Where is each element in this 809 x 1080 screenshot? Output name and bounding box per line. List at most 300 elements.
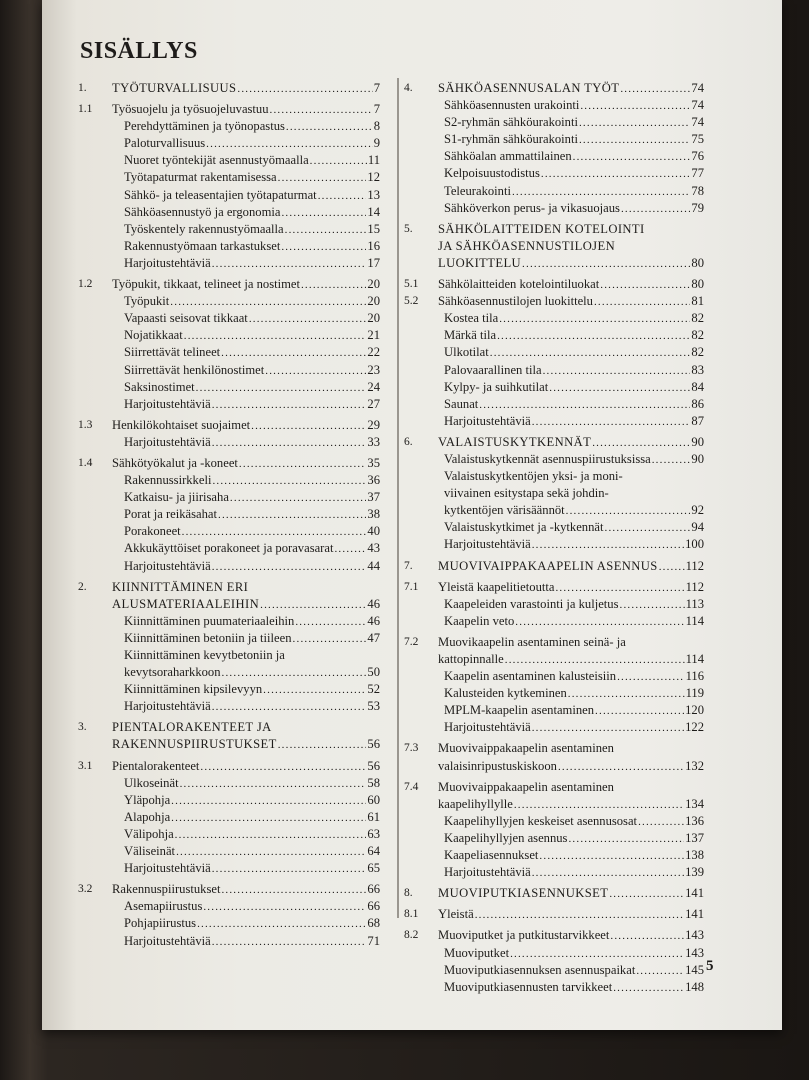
entry-line [124,915,380,932]
entry-page-number: 46 [367,596,380,611]
dot-leader [318,188,367,205]
toc-entry [404,945,704,962]
toc-entry [404,344,704,361]
toc-entry [78,379,380,396]
entry-page-number: 74 [691,81,704,95]
toc-entry [404,200,704,217]
entry-line [438,80,704,97]
toc-entry [404,221,704,238]
toc-entry [78,898,380,915]
entry-title: S1-ryhmän sähköurakointi [444,132,578,147]
entry-title: valaisinripustuskiskoon [438,758,557,773]
entry-title: Harjoitustehtäviä [124,434,211,449]
toc-entry-list [78,80,380,950]
entry-page-number: 56 [367,758,380,773]
toc-entry [78,344,380,361]
entry-page-number: 47 [367,630,380,645]
entry-title: Kaapeliasennukset [444,848,539,863]
entry-title: kattopinnalle [438,652,504,666]
entry-page-number: 61 [367,809,380,824]
dot-leader [176,844,366,861]
dot-leader [310,153,367,170]
toc-entry [404,131,704,148]
dot-leader [568,831,684,848]
entry-line [124,792,380,809]
dot-leader [270,102,373,119]
entry-title: Työtapaturmat rakentamisessa [124,170,277,185]
entry-page-number: 82 [691,328,704,343]
entry-line [438,221,704,238]
entry-line [112,736,380,753]
dot-leader [505,652,685,669]
entry-page-number: 29 [367,417,380,432]
entry-title: JA SÄHKÖASENNUSTILOJEN [438,238,616,253]
dot-leader [510,946,684,963]
entry-line [444,183,704,200]
entry-title: Yleistä [438,907,474,922]
entry-page-number: 136 [685,813,704,828]
entry-line [124,221,380,238]
entry-title: Perehdyttäminen ja työnopastus [124,119,285,134]
dot-leader [281,205,366,222]
entry-title: Saksinostimet [124,379,195,394]
toc-entry [78,169,380,186]
section-number: 1.3 [78,418,93,431]
dot-leader [515,614,684,631]
entry-title: Harjoitustehtäviä [124,255,211,270]
entry-title: PIENTALORAKENTEET JA [112,720,272,735]
dot-leader [212,473,366,490]
toc-entry [78,135,380,152]
dot-leader [212,397,367,414]
entry-page-number: 9 [373,136,380,151]
entry-line [444,379,704,396]
entry-title: Välipohja [124,826,174,841]
entry-line [444,979,704,996]
dot-leader [221,345,366,362]
entry-line [444,685,704,702]
dot-leader [182,524,367,541]
entry-line [438,634,704,651]
entry-line [124,204,380,221]
toc-entry [404,885,704,902]
entry-page-number: 80 [691,255,704,270]
section-number: 3. [78,721,87,734]
dot-leader [497,328,690,345]
toc-entry [78,698,380,715]
entry-page-number: 114 [685,613,704,628]
section-number: 7.1 [404,580,419,593]
entry-line [444,200,704,217]
toc-entry [404,379,704,396]
toc-left-column [78,80,380,950]
entry-page-number: 22 [367,345,380,360]
dot-leader [555,580,684,597]
toc-entry [404,502,704,519]
toc-entry [404,740,704,757]
entry-line [444,596,704,613]
entry-line [124,118,380,135]
dot-leader [260,597,366,614]
entry-title: Sähköalan ammattilainen [444,149,572,164]
toc-entry [404,719,704,736]
entry-line [124,613,380,630]
entry-line [438,927,704,944]
toc-entry [404,183,704,200]
entry-page-number: 35 [367,455,380,470]
dot-leader [285,222,367,239]
entry-page-number: 80 [691,277,704,292]
entry-title: Muoviputket ja putkitustarvikkeet [438,928,610,943]
dot-leader [532,865,684,882]
entry-line [124,809,380,826]
entry-page-number: 120 [685,703,704,718]
entry-title: Porat ja reikäsahat [124,507,218,522]
section-number: 8.2 [404,929,419,942]
entry-title: Harjoitustehtäviä [444,413,531,428]
entry-line [112,719,380,736]
toc-entry [404,962,704,979]
entry-line [438,796,704,813]
entry-line [112,596,380,613]
entry-title: Sähköasennustyö ja ergonomia [124,204,281,219]
toc-entry [404,758,704,775]
entry-title: Muovikaapelin asentaminen seinä- ja [438,634,626,649]
entry-line [444,536,704,553]
entry-title: Sähkö- ja teleasentajien työtapaturmat [124,187,317,202]
toc-entry [78,506,380,523]
toc-entry [78,238,380,255]
entry-title: MPLM-kaapelin asentaminen [444,703,595,718]
entry-page-number: 83 [691,362,704,377]
dot-leader [175,827,367,844]
entry-line [124,362,380,379]
dot-leader [558,759,684,776]
entry-line [124,933,380,950]
entry-line [124,434,380,451]
entry-title: kaapelihyllylle [438,796,513,811]
entry-title: Katkaisu- ja jiirisaha [124,490,229,505]
toc-entry [78,843,380,860]
section-number: 4. [404,82,413,94]
dot-leader [475,907,684,924]
entry-page-number: 82 [691,311,704,326]
toc-entry [78,276,380,293]
toc-entry [78,630,380,647]
entry-page-number: 15 [367,221,380,236]
entry-page-number: 138 [685,848,704,863]
dot-leader [573,149,691,166]
entry-title: Työpukit [124,294,170,309]
entry-line [444,148,704,165]
dot-leader [203,899,366,916]
entry-title: Ulkotilat [444,345,489,360]
dot-leader [334,541,366,558]
toc-entry [404,97,704,114]
entry-page-number: 74 [691,98,704,113]
entry-title: MUOVIVAIPPAKAAPELIN ASENNUS [438,558,658,573]
entry-title: Muoviputkiasennusten tarvikkeet [444,979,613,994]
entry-line [124,379,380,396]
entry-title: SÄHKÖLAITTEIDEN KOTELOINTI [438,221,645,236]
dot-leader [180,776,367,793]
dot-leader [200,759,366,776]
toc-entry [78,523,380,540]
entry-line [124,310,380,327]
entry-title: Kaapelihyllyjen keskeiset asennusosat [444,813,638,828]
dot-leader [579,115,690,132]
toc-entry [78,118,380,135]
dot-leader [499,311,690,328]
dot-leader [479,397,690,414]
entry-page-number: 20 [367,277,380,292]
entry-title: kevytsoraharkkoon [124,665,221,680]
toc-entry [404,796,704,813]
toc-entry [404,830,704,847]
dot-leader [620,597,685,614]
entry-page-number: 92 [691,503,704,518]
dot-leader [539,848,684,865]
section-number: 5. [404,222,413,235]
section-number: 3.2 [78,883,93,896]
entry-line [438,434,704,451]
entry-title: SÄHKÖASENNUSALAN TYÖT [438,81,620,95]
entry-page-number: 94 [691,520,704,535]
entry-title: Teleurakointi [444,183,511,198]
entry-title: Kelpoisuustodistus [444,166,540,181]
entry-title: Sähköasennustilojen luokittelu [438,294,593,309]
entry-title: TYÖTURVALLISUUS [112,81,237,95]
entry-line [124,344,380,361]
section-number: 6. [404,435,413,448]
toc-entry [404,813,704,830]
entry-title: Rakennustyömaan tarkastukset [124,238,281,253]
entry-page-number: 86 [691,396,704,411]
entry-title: Yleistä kaapelitietoutta [438,579,555,594]
toc-entry [404,596,704,613]
entry-page-number: 16 [367,238,380,253]
entry-line [444,519,704,536]
entry-line [438,906,704,923]
entry-line [124,472,380,489]
entry-line [124,293,380,310]
dot-leader [600,277,690,294]
dot-leader [263,682,366,699]
entry-page-number: 43 [367,541,380,556]
entry-page-number: 100 [685,537,704,552]
dot-leader [541,166,691,183]
entry-page-number: 76 [691,149,704,164]
section-number: 7.2 [404,635,419,648]
entry-title: Kiinnittäminen puumateriaaleihin [124,613,295,628]
toc-entry [404,148,704,165]
dot-leader [522,256,690,273]
toc-entry [78,664,380,681]
entry-page-number: 137 [685,830,704,845]
entry-line [112,881,380,898]
entry-title: Muovivaippakaapelin asentaminen [438,741,614,756]
entry-line [444,613,704,630]
toc-entry [78,293,380,310]
entry-title: Siirrettävät telineet [124,345,221,360]
entry-line [444,97,704,114]
entry-line [124,540,380,557]
toc-entry [404,434,704,451]
dot-leader [659,559,685,576]
dot-leader [196,380,367,397]
dot-leader [293,631,367,648]
toc-entry [78,647,380,664]
dot-leader [636,963,684,980]
entry-line [444,131,704,148]
entry-page-number: 65 [367,861,380,876]
entry-page-number: 11 [367,153,380,168]
entry-page-number: 60 [367,792,380,807]
entry-title: Työskentely rakennustyömaalla [124,221,284,236]
entry-title: Sähköasennusten urakointi [444,98,580,113]
entry-line [444,165,704,182]
entry-title: Pohjapiirustus [124,916,197,931]
entry-page-number: 112 [685,579,704,594]
dot-leader [652,452,691,469]
entry-line [444,310,704,327]
dot-leader [301,277,366,294]
entry-title: Kiinnittäminen kipsilevyyn [124,682,263,697]
dot-leader [490,345,691,362]
dot-leader [237,81,372,98]
entry-page-number: 78 [691,183,704,198]
section-number: 8. [404,887,413,900]
entry-line [112,455,380,472]
dot-leader [621,201,690,218]
entry-line [444,668,704,685]
entry-line [124,558,380,575]
entry-page-number: 112 [685,558,704,573]
section-number: 5.2 [404,295,419,308]
entry-title: Saunat [444,396,479,411]
entry-line [438,779,704,796]
entry-page-number: 52 [367,682,380,697]
toc-entry [404,310,704,327]
entry-line [444,702,704,719]
entry-line [124,489,380,506]
entry-page-number: 8 [373,119,380,134]
dot-leader [251,418,366,435]
entry-title: Harjoitustehtäviä [124,933,211,948]
entry-page-number: 119 [685,686,704,701]
section-number: 1. [78,82,87,94]
entry-line [438,558,704,575]
entry-line [124,843,380,860]
entry-line [444,485,704,502]
entry-line [124,255,380,272]
entry-page-number: 132 [685,758,704,773]
entry-title: Ulkoseinät [124,775,179,790]
dot-leader [212,559,367,576]
dot-leader [221,882,366,899]
entry-page-number: 50 [367,665,380,680]
toc-entry [404,668,704,685]
toc-entry [404,255,704,272]
toc-entry [404,613,704,630]
toc-entry [78,558,380,575]
entry-line [444,451,704,468]
entry-page-number: 14 [367,204,380,219]
entry-line [124,187,380,204]
entry-line [444,468,704,485]
dot-leader [514,797,684,814]
entry-title: Yläpohja [124,792,171,807]
entry-title: S2-ryhmän sähköurakointi [444,115,578,130]
entry-line [438,238,704,255]
entry-title: viivainen esitystapa sekä johdin- [444,486,609,501]
entry-line [112,758,380,775]
toc-entry [78,455,380,472]
entry-title: Märkä tila [444,328,497,343]
entry-title: Kalusteiden kytkeminen [444,686,567,701]
entry-page-number: 143 [685,928,704,943]
dot-leader [212,861,367,878]
entry-title: Muoviputket [444,945,510,960]
dot-leader [617,669,684,686]
entry-title: Kostea tila [444,311,499,326]
entry-page-number: 21 [367,328,380,343]
entry-page-number: 66 [367,882,380,897]
dot-leader [532,414,691,431]
dot-leader [295,614,366,631]
entry-page-number: 113 [685,596,704,611]
entry-line [444,830,704,847]
entry-page-number: 27 [367,396,380,411]
toc-entry [404,651,704,668]
entry-line [444,864,704,881]
entry-line [124,647,380,664]
entry-page-number: 116 [685,669,704,684]
entry-page-number: 82 [691,345,704,360]
entry-line [438,276,704,293]
entry-line [444,344,704,361]
toc-entry [404,413,704,430]
entry-title: Asemapiirustus [124,899,203,914]
entry-line [124,523,380,540]
toc-entry [78,396,380,413]
entry-title: Harjoitustehtäviä [124,558,211,573]
entry-line [438,255,704,272]
entry-line [444,813,704,830]
entry-page-number: 13 [367,187,380,202]
entry-title: Nuoret työntekijät asennustyömaalla [124,153,309,168]
dot-leader [212,699,367,716]
dot-leader [197,916,366,933]
dot-leader [171,793,366,810]
entry-title: Sähköverkon perus- ja vikasuojaus [444,200,620,215]
entry-page-number: 90 [691,451,704,466]
entry-title: KIINNITTÄMINEN ERI [112,579,249,594]
toc-entry [78,860,380,877]
entry-line [444,502,704,519]
toc-entry [78,540,380,557]
entry-title: Kaapeleiden varastointi ja kuljetus [444,596,619,611]
dot-leader [580,98,690,115]
toc-entry [404,702,704,719]
entry-title: Väliseinät [124,844,176,859]
dot-leader [609,886,684,903]
entry-page-number: 84 [691,379,704,394]
entry-page-number: 20 [367,294,380,309]
entry-line [444,362,704,379]
entry-title: Muovivaippakaapelin asentaminen [438,779,614,794]
toc-entry [78,579,380,596]
